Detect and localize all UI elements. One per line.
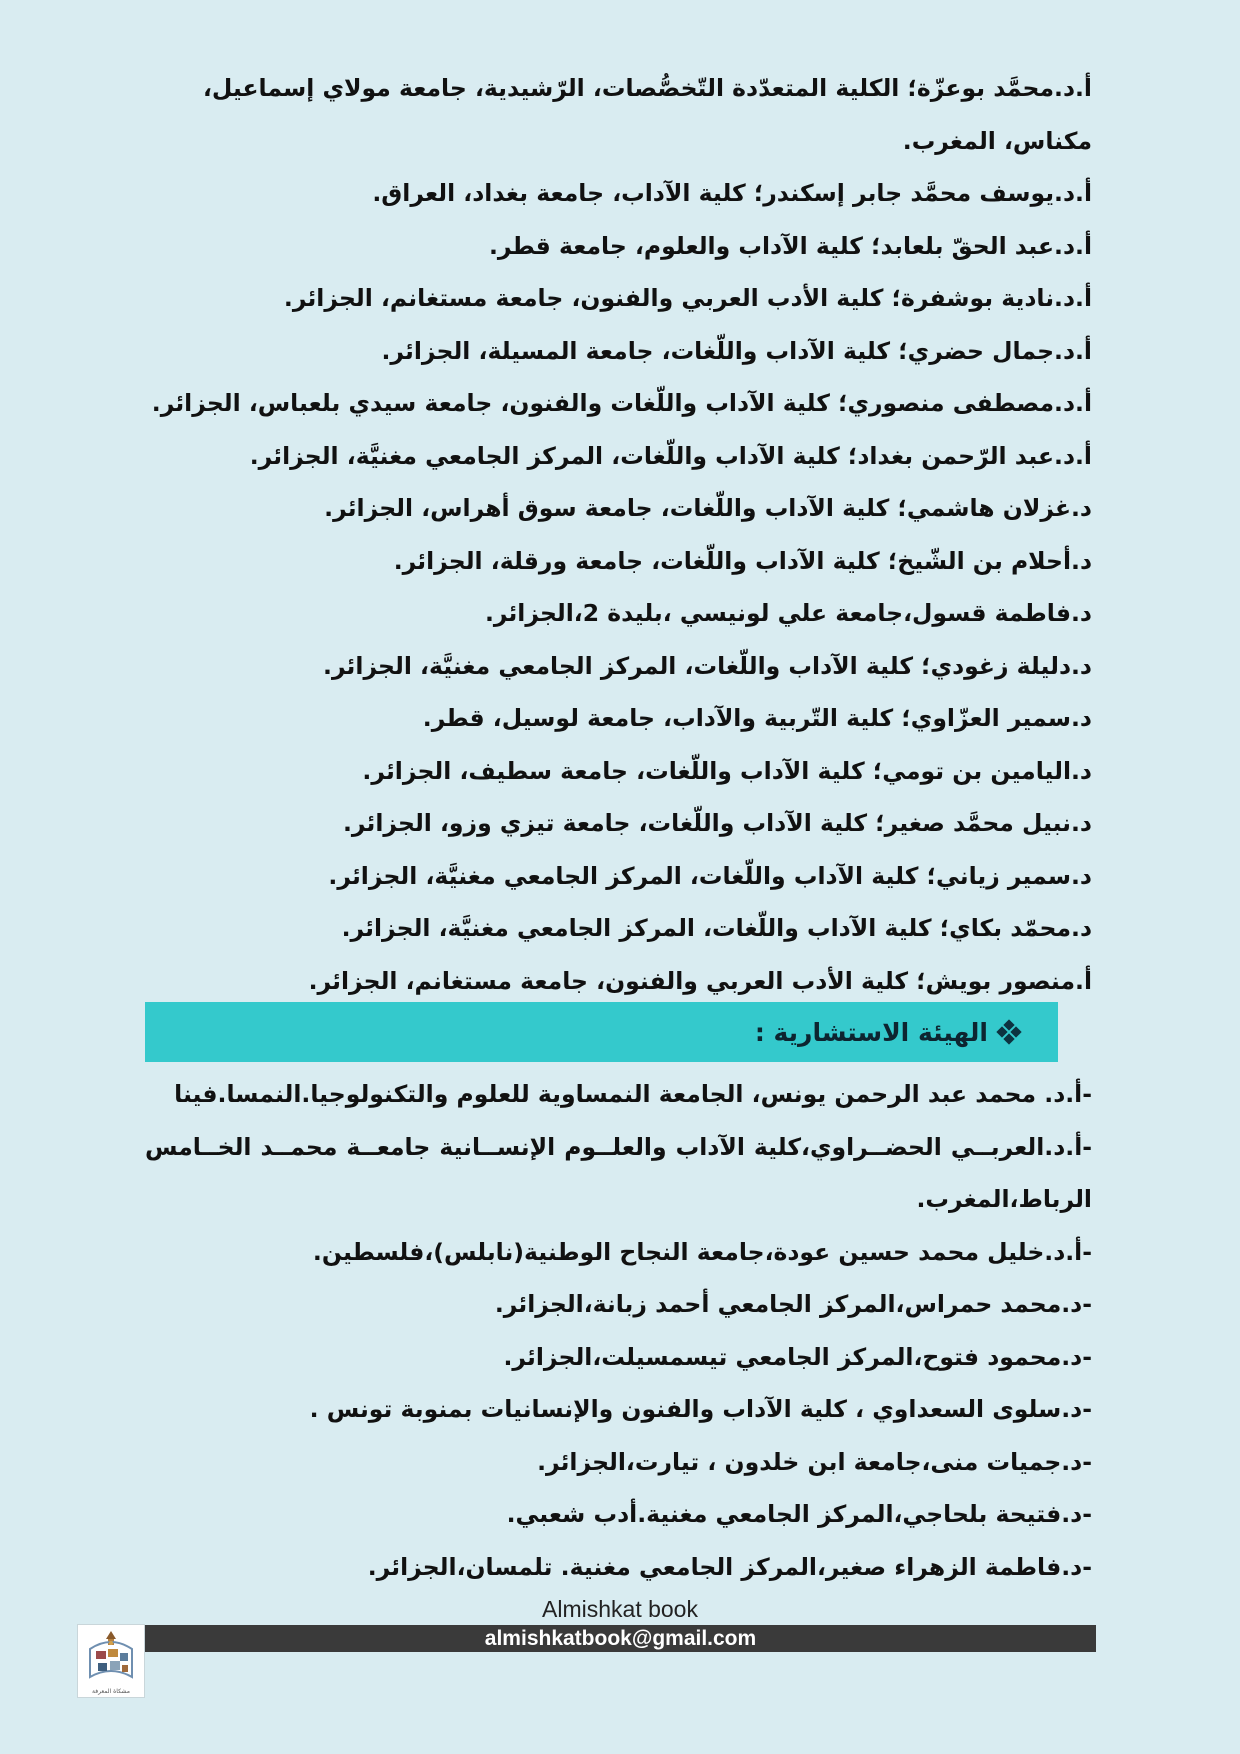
advisor-entry: -أ.د.خليل محمد حسين عودة،جامعة النجاح الوطنية(نابلس)،فلسطين.	[312, 1237, 1092, 1266]
logo-caption: مشكاة المعرفة	[91, 1688, 130, 1695]
editorial-members-list	[140, 62, 1092, 1007]
advisory-members-list	[145, 1068, 1092, 1593]
member-entry: د.أحلام بن الشّيخ؛ كلية الآداب واللّغات، جامعة ورقلة، الجزائر.	[393, 546, 1092, 575]
member-entry: د.محمّد بكاي؛ كلية الآداب واللّغات، المركز الجامعي مغنيَّة، الجزائر.	[341, 914, 1092, 942]
advisor-entry: -د.محمد حمراس،المركز الجامعي أحمد زبانة،الجزائر.	[494, 1290, 1092, 1318]
publisher-email[interactable]: almishkatbook@gmail.com	[484, 1627, 757, 1650]
member-entry: د.فاطمة قسول،جامعة علي لونيسي ،بليدة 2،الجزائر.	[484, 599, 1092, 627]
advisory-heading-bar	[145, 1002, 1058, 1062]
four-diamonds-icon	[998, 1021, 1020, 1043]
member-entry: د.سمير زياني؛ كلية الآداب واللّغات، المركز الجامعي مغنيَّة، الجزائر.	[328, 861, 1092, 890]
member-entry: أ.منصور بويش؛ كلية الأدب العربي والفنون، جامعة مستغانم، الجزائر.	[308, 966, 1092, 995]
advisor-entry: -د.فتيحة بلحاجي،المركز الجامعي مغنية.أدب شعبي.	[506, 1500, 1092, 1528]
publisher-logo	[77, 1624, 145, 1698]
member-entry: أ.د.يوسف محمَّد جابر إسكندر؛ كلية الآداب، جامعة بغداد، العراق.	[372, 179, 1092, 207]
member-entry: أ.د.نادية بوشفرة؛ كلية الأدب العربي والفنون، جامعة مستغانم، الجزائر.	[283, 284, 1092, 312]
footer-bar	[145, 1625, 1096, 1652]
advisor-entry: -أ.د. محمد عبد الرحمن يونس، الجامعة النمساوية للعلوم والتكنولوجيا.النمسا.فينا	[174, 1080, 1092, 1108]
member-entry: أ.د.محمَّد بوعزّة؛ الكلية المتعدّدة التّخصُّصات، الرّشيدية، جامعة مولاي إسماعيل، مكناس، المغرب.	[202, 74, 1092, 155]
advisor-entry: -د.محمود فتوح،المركز الجامعي تيسمسيلت،الجزائر.	[503, 1342, 1092, 1371]
member-entry: د.دليلة زغودي؛ كلية الآداب واللّغات، المركز الجامعي مغنيَّة، الجزائر.	[323, 651, 1092, 680]
member-entry: د.سمير العزّاوي؛ كلية التّربية والآداب، جامعة لوسيل، قطر.	[422, 704, 1092, 732]
advisor-entry: -د.جميات منى،جامعة ابن خلدون ، تيارت،الجزائر.	[537, 1447, 1092, 1476]
member-entry: د.اليامين بن تومي؛ كلية الآداب واللّغات، جامعة سطيف، الجزائر.	[362, 756, 1092, 785]
advisor-entry: -أ.د.العربــي الحضــراوي،كلية الآداب والعلــوم الإنســانية جامعــة محمــد الخــامس الرباط،المغرب.	[145, 1132, 1092, 1213]
advisor-entry: -د.سلوى السعداوي ، كلية الآداب والفنون والإنسانيات بمنوبة تونس .	[309, 1395, 1092, 1423]
member-entry: د.نبيل محمَّد صغير؛ كلية الآداب واللّغات، جامعة تيزي وزو، الجزائر.	[342, 809, 1092, 837]
member-entry: د.غزلان هاشمي؛ كلية الآداب واللّغات، جامعة سوق أهراس، الجزائر.	[324, 494, 1092, 522]
advisor-entry: -د.فاطمة الزهراء صغير،المركز الجامعي مغنية. تلمسان،الجزائر.	[367, 1552, 1092, 1581]
member-entry: أ.د.جمال حضري؛ كلية الآداب واللّغات، جامعة المسيلة، الجزائر.	[381, 336, 1092, 365]
member-entry: أ.د.عبد الحقّ بلعابد؛ كلية الآداب والعلوم، جامعة قطر.	[488, 231, 1092, 260]
publisher-name: Almishkat book	[542, 1596, 698, 1622]
member-entry: أ.د.عبد الرّحمن بغداد؛ كلية الآداب واللّغات، المركز الجامعي مغنيَّة، الجزائر.	[249, 441, 1092, 470]
member-entry: أ.د.مصطفى منصوري؛ كلية الآداب واللّغات والفنون، جامعة سيدي بلعباس، الجزائر.	[151, 389, 1092, 417]
logo-graphic	[78, 1625, 144, 1697]
advisory-heading: الهيئة الاستشارية :	[754, 1017, 988, 1047]
